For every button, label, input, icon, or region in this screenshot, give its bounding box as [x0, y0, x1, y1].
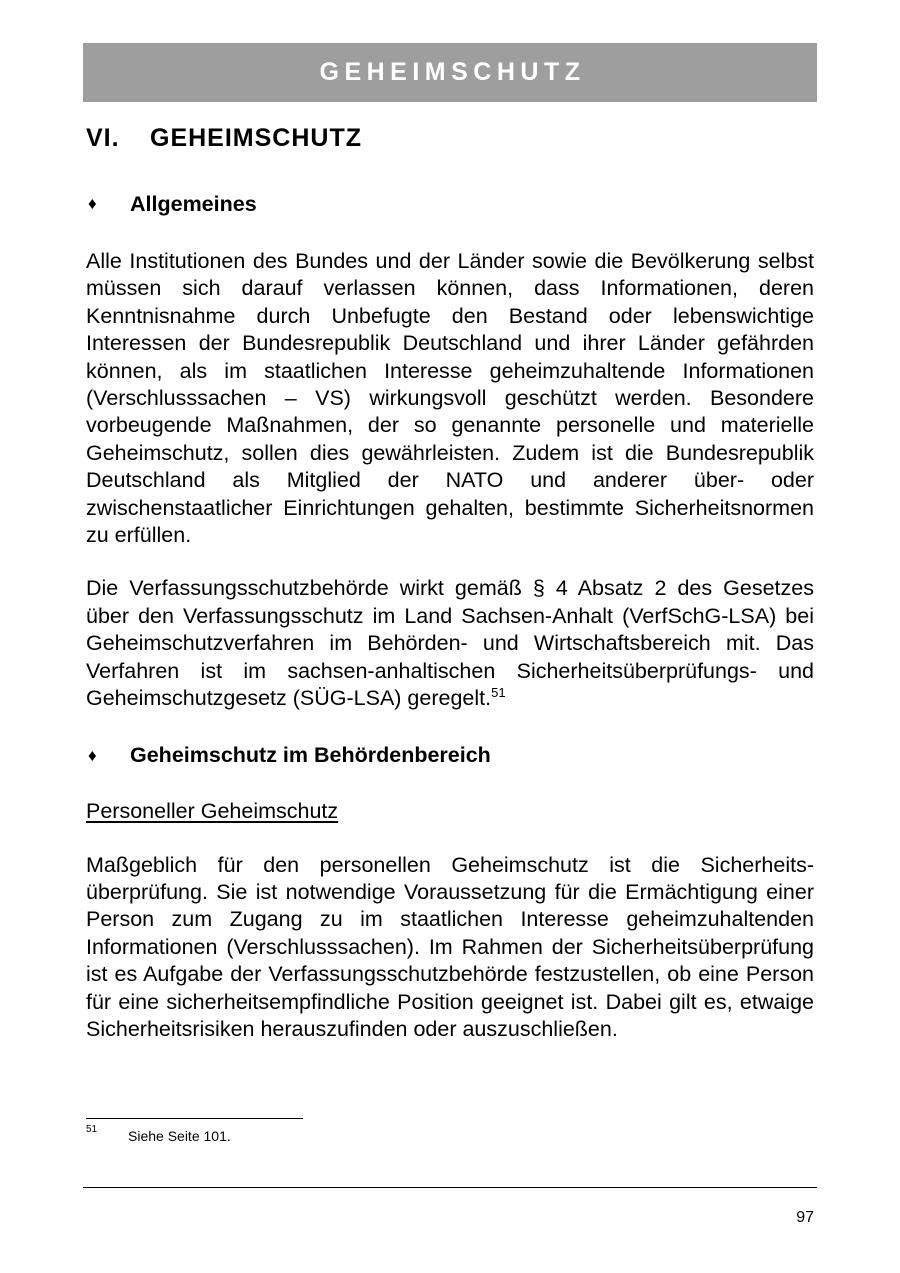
- section-heading-behoerdenbereich: [86, 736, 814, 776]
- footnote-number: 51: [86, 1124, 98, 1135]
- running-header-bar: [83, 43, 817, 102]
- footnote: [86, 1124, 231, 1148]
- paragraph-text: Die Verfassungsschutzbehörde wirkt gemäß § 4 Absatz 2 des Gesetzes über den Verfassungsschutz im Land Sachsen-Anhalt (VerfSchG-LSA) bei Geheimschutzverfahren im Behörden- und Wirtschaftsbereich mit. Das Verfahren ist im sachsen-anhaltischen Sicherheitsüberprüfungs- und Geheimschutzgesetz (SÜG-LSA) geregelt.: [86, 576, 814, 711]
- footnote-divider: [86, 1118, 303, 1119]
- paragraph-allgemeines-2: [86, 575, 814, 712]
- footnote-text: Siehe Seite 101.: [128, 1128, 231, 1144]
- paragraph-allgemeines-1: Alle Institutionen des Bundes und der Länder sowie die Bevölkerung selbst müssen sich darauf verlassen können, dass Informationen, deren Kenntnisnahme durch Unbefugte den Bestand oder lebenswichtige Interessen der Bundesrepublik Deutschland und ihrer Länder gefährden können, als im staatlichen Interesse geheimzuhaltende Informationen (Verschlusssachen – VS) wirkungsvoll geschützt werden. Besondere vorbeugende Maßnahmen, der so genannte personelle und materielle Geheimschutz, sollen dies gewährleisten. Zudem ist die Bundesrepublik Deutschland als Mitglied der NATO und anderer über- oder zwischenstaatlicher Einrichtungen gehalten, bestimmte Sicherheitsnormen zu erfüllen.: [86, 249, 814, 548]
- section-heading-text: Allgemeines: [130, 191, 257, 216]
- subheading-personeller-geheimschutz: Personeller Geheimschutz: [86, 798, 339, 823]
- section-heading-text: Geheimschutz im Behördenbereich: [130, 743, 491, 767]
- paragraph-personeller-geheimschutz: Maßgeblich für den personellen Geheimschutz ist die Sicherheitsüberprüfung. Sie ist notwendige Voraussetzung für die Ermächtigung einer Person zum Zugang zu im staatlichen Interesse geheimzuhaltenden Informationen (Verschlusssachen). Im Rahmen der Sicherheitsüberprüfung ist es Aufgabe der Verfassungsschutzbehörde festzustellen, ob eine Person für eine sicherheitsempfindliche Position geeignet ist. Dabei gilt es, etwaige Sicherheitsrisiken herauszufinden oder auszuschließen.: [86, 852, 814, 1041]
- page-content: [86, 116, 814, 1043]
- footer-divider: [83, 1187, 817, 1188]
- diamond-bullet-icon: ♦: [88, 194, 97, 213]
- diamond-bullet-icon: ♦: [88, 745, 97, 765]
- running-header-title: GEHEIMSCHUTZ: [319, 58, 586, 86]
- footnote-reference: 51: [491, 684, 506, 700]
- section-heading-allgemeines: [86, 184, 814, 224]
- chapter-number: VI.: [86, 124, 120, 152]
- chapter-title-text: GEHEIMSCHUTZ: [150, 124, 362, 152]
- page-number: 97: [796, 1209, 814, 1226]
- chapter-title: [86, 116, 814, 160]
